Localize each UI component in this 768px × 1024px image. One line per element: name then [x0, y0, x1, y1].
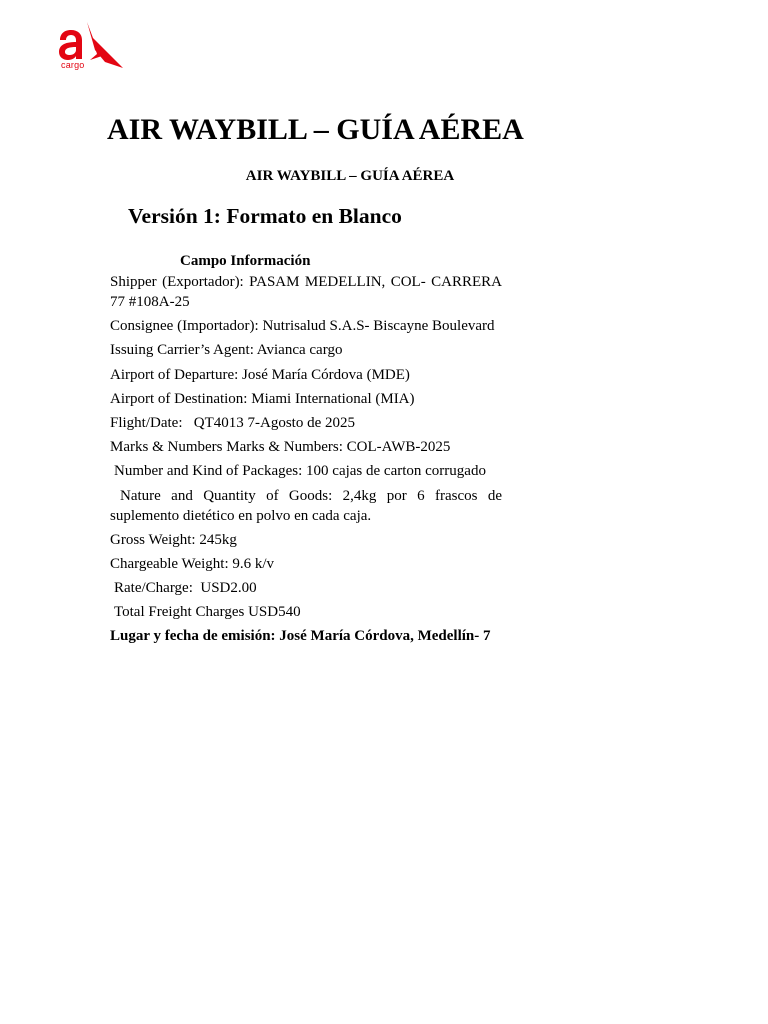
version-title: Versión 1: Formato en Blanco	[128, 204, 402, 228]
field-packages: Number and Kind of Packages: 100 cajas de carton corrugado	[114, 463, 486, 480]
field-flight-date: Flight/Date: QT4013 7-Agosto de 2025	[110, 414, 355, 431]
field-shipper: Shipper (Exportador): PASAM MEDELLIN, COL- CARRERA 77 #108A-25	[110, 274, 502, 310]
field-gross-weight: Gross Weight: 245kg	[110, 531, 237, 548]
page-title: AIR WAYBILL – GUÍA AÉREA	[107, 113, 524, 146]
field-chargeable-weight: Chargeable Weight: 9.6 k/v	[110, 555, 275, 572]
waybill-fields	[110, 272, 502, 651]
page-subtitle: AIR WAYBILL – GUÍA AÉREA	[245, 168, 455, 184]
field-goods: Nature and Quantity of Goods: 2,4kg por 6 frascos de suplemento dietético en polvo en cada caja.	[110, 487, 502, 524]
field-consignee: Consignee (Importador): Nutrisalud S.A.S- Biscayne Boulevard	[110, 318, 495, 335]
field-rate-charge: Rate/Charge: USD2.00	[114, 580, 257, 597]
table-header: Campo Información	[180, 253, 311, 269]
field-total-freight: Total Freight Charges USD540	[114, 604, 301, 621]
field-issue-place-date: Lugar y fecha de emisión: José María Córdova, Medellín- 7	[110, 628, 491, 645]
avianca-cargo-logo	[57, 20, 127, 74]
field-marks-numbers: Marks & Numbers Marks & Numbers: COL-AWB-2025	[110, 439, 451, 456]
field-destination: Airport of Destination: Miami International (MIA)	[110, 390, 415, 407]
logo-cargo-label: cargo	[61, 60, 85, 70]
field-departure: Airport of Departure: José María Córdova (MDE)	[110, 366, 410, 383]
field-carrier-agent: Issuing Carrier’s Agent: Avianca cargo	[110, 342, 343, 359]
